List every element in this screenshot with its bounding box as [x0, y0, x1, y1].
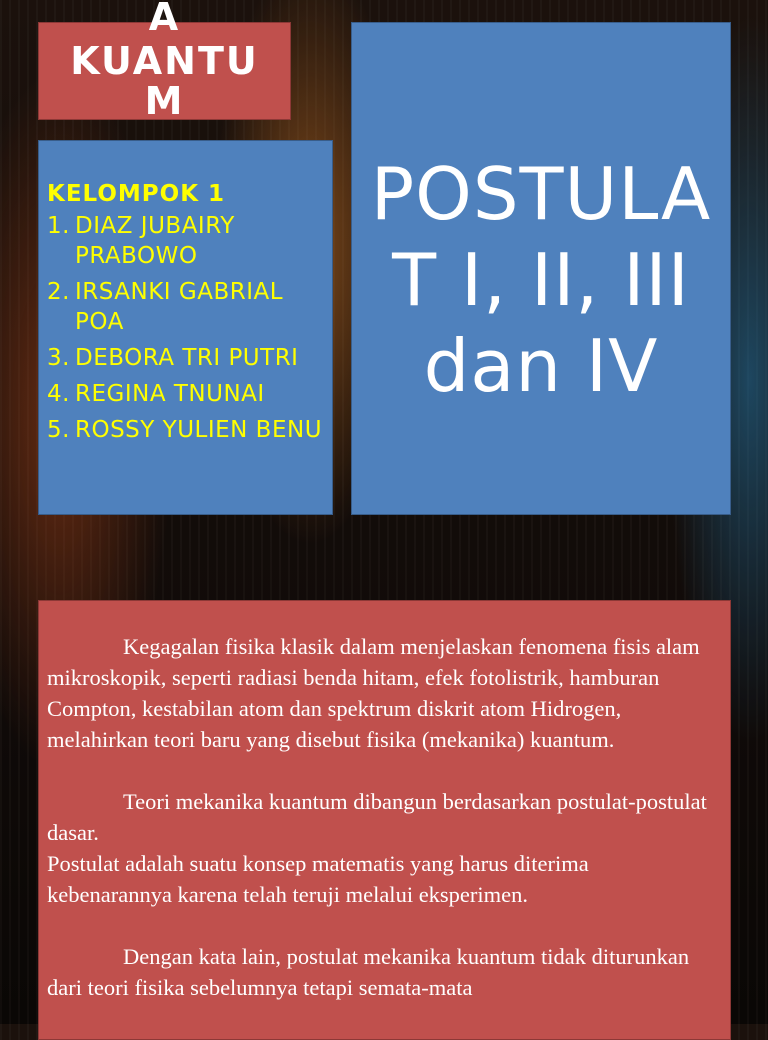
- member-number: 2.: [47, 279, 70, 305]
- topic-line-3: dan IV: [423, 324, 659, 408]
- member-item: [47, 379, 324, 409]
- topic-line-1: POSTULA: [370, 152, 712, 236]
- member-item: [47, 277, 324, 337]
- member-name: DIAZ JUBAIRY PRABOWO: [75, 213, 235, 269]
- member-name: DEBORA TRI PUTRI: [75, 345, 299, 371]
- body-paragraph-3: Postulat adalah suatu konsep matematis yang harus diterima kebenarannya karena telah teruji melalui eksperimen.: [47, 851, 589, 907]
- slide-title-box: [38, 0, 291, 123]
- group-heading: KELOMPOK 1: [47, 181, 226, 207]
- body-paragraph-4: Dengan kata lain, postulat mekanika kuantum tidak diturunkan dari teori fisika sebelumnya tetapi semata-mata: [47, 944, 690, 1000]
- member-number: 5.: [47, 417, 70, 443]
- member-number: 4.: [47, 381, 70, 407]
- member-name: IRSANKI GABRIAL POA: [75, 279, 284, 335]
- body-text-box: [38, 600, 731, 1040]
- title-line-b: KUANTU: [70, 39, 259, 83]
- topic-title-box: [351, 22, 731, 515]
- member-item: [47, 211, 324, 271]
- member-item: [47, 343, 324, 373]
- member-item: [47, 415, 324, 445]
- member-number: 1.: [47, 213, 70, 239]
- topic-line-2: T I, II, III: [392, 238, 690, 322]
- member-list: [47, 211, 324, 445]
- title-line-a: A: [148, 0, 181, 39]
- member-name: REGINA TNUNAI: [75, 381, 265, 407]
- member-name: ROSSY YULIEN BENU: [75, 417, 323, 443]
- title-line-c: M: [144, 79, 185, 123]
- body-paragraph-2: Teori mekanika kuantum dibangun berdasarkan postulat-postulat dasar.: [47, 789, 707, 845]
- member-number: 3.: [47, 345, 70, 371]
- group-members-box: [38, 140, 333, 515]
- body-paragraph-1: Kegagalan fisika klasik dalam menjelaskan fenomena fisis alam mikroskopik, seperti radiasi benda hitam, efek fotolistrik, hamburan Compton, kestabilan atom dan spektrum diskrit atom Hidrogen, melahirkan teori baru yang disebut fisika (mekanika) kuantum.: [47, 634, 700, 752]
